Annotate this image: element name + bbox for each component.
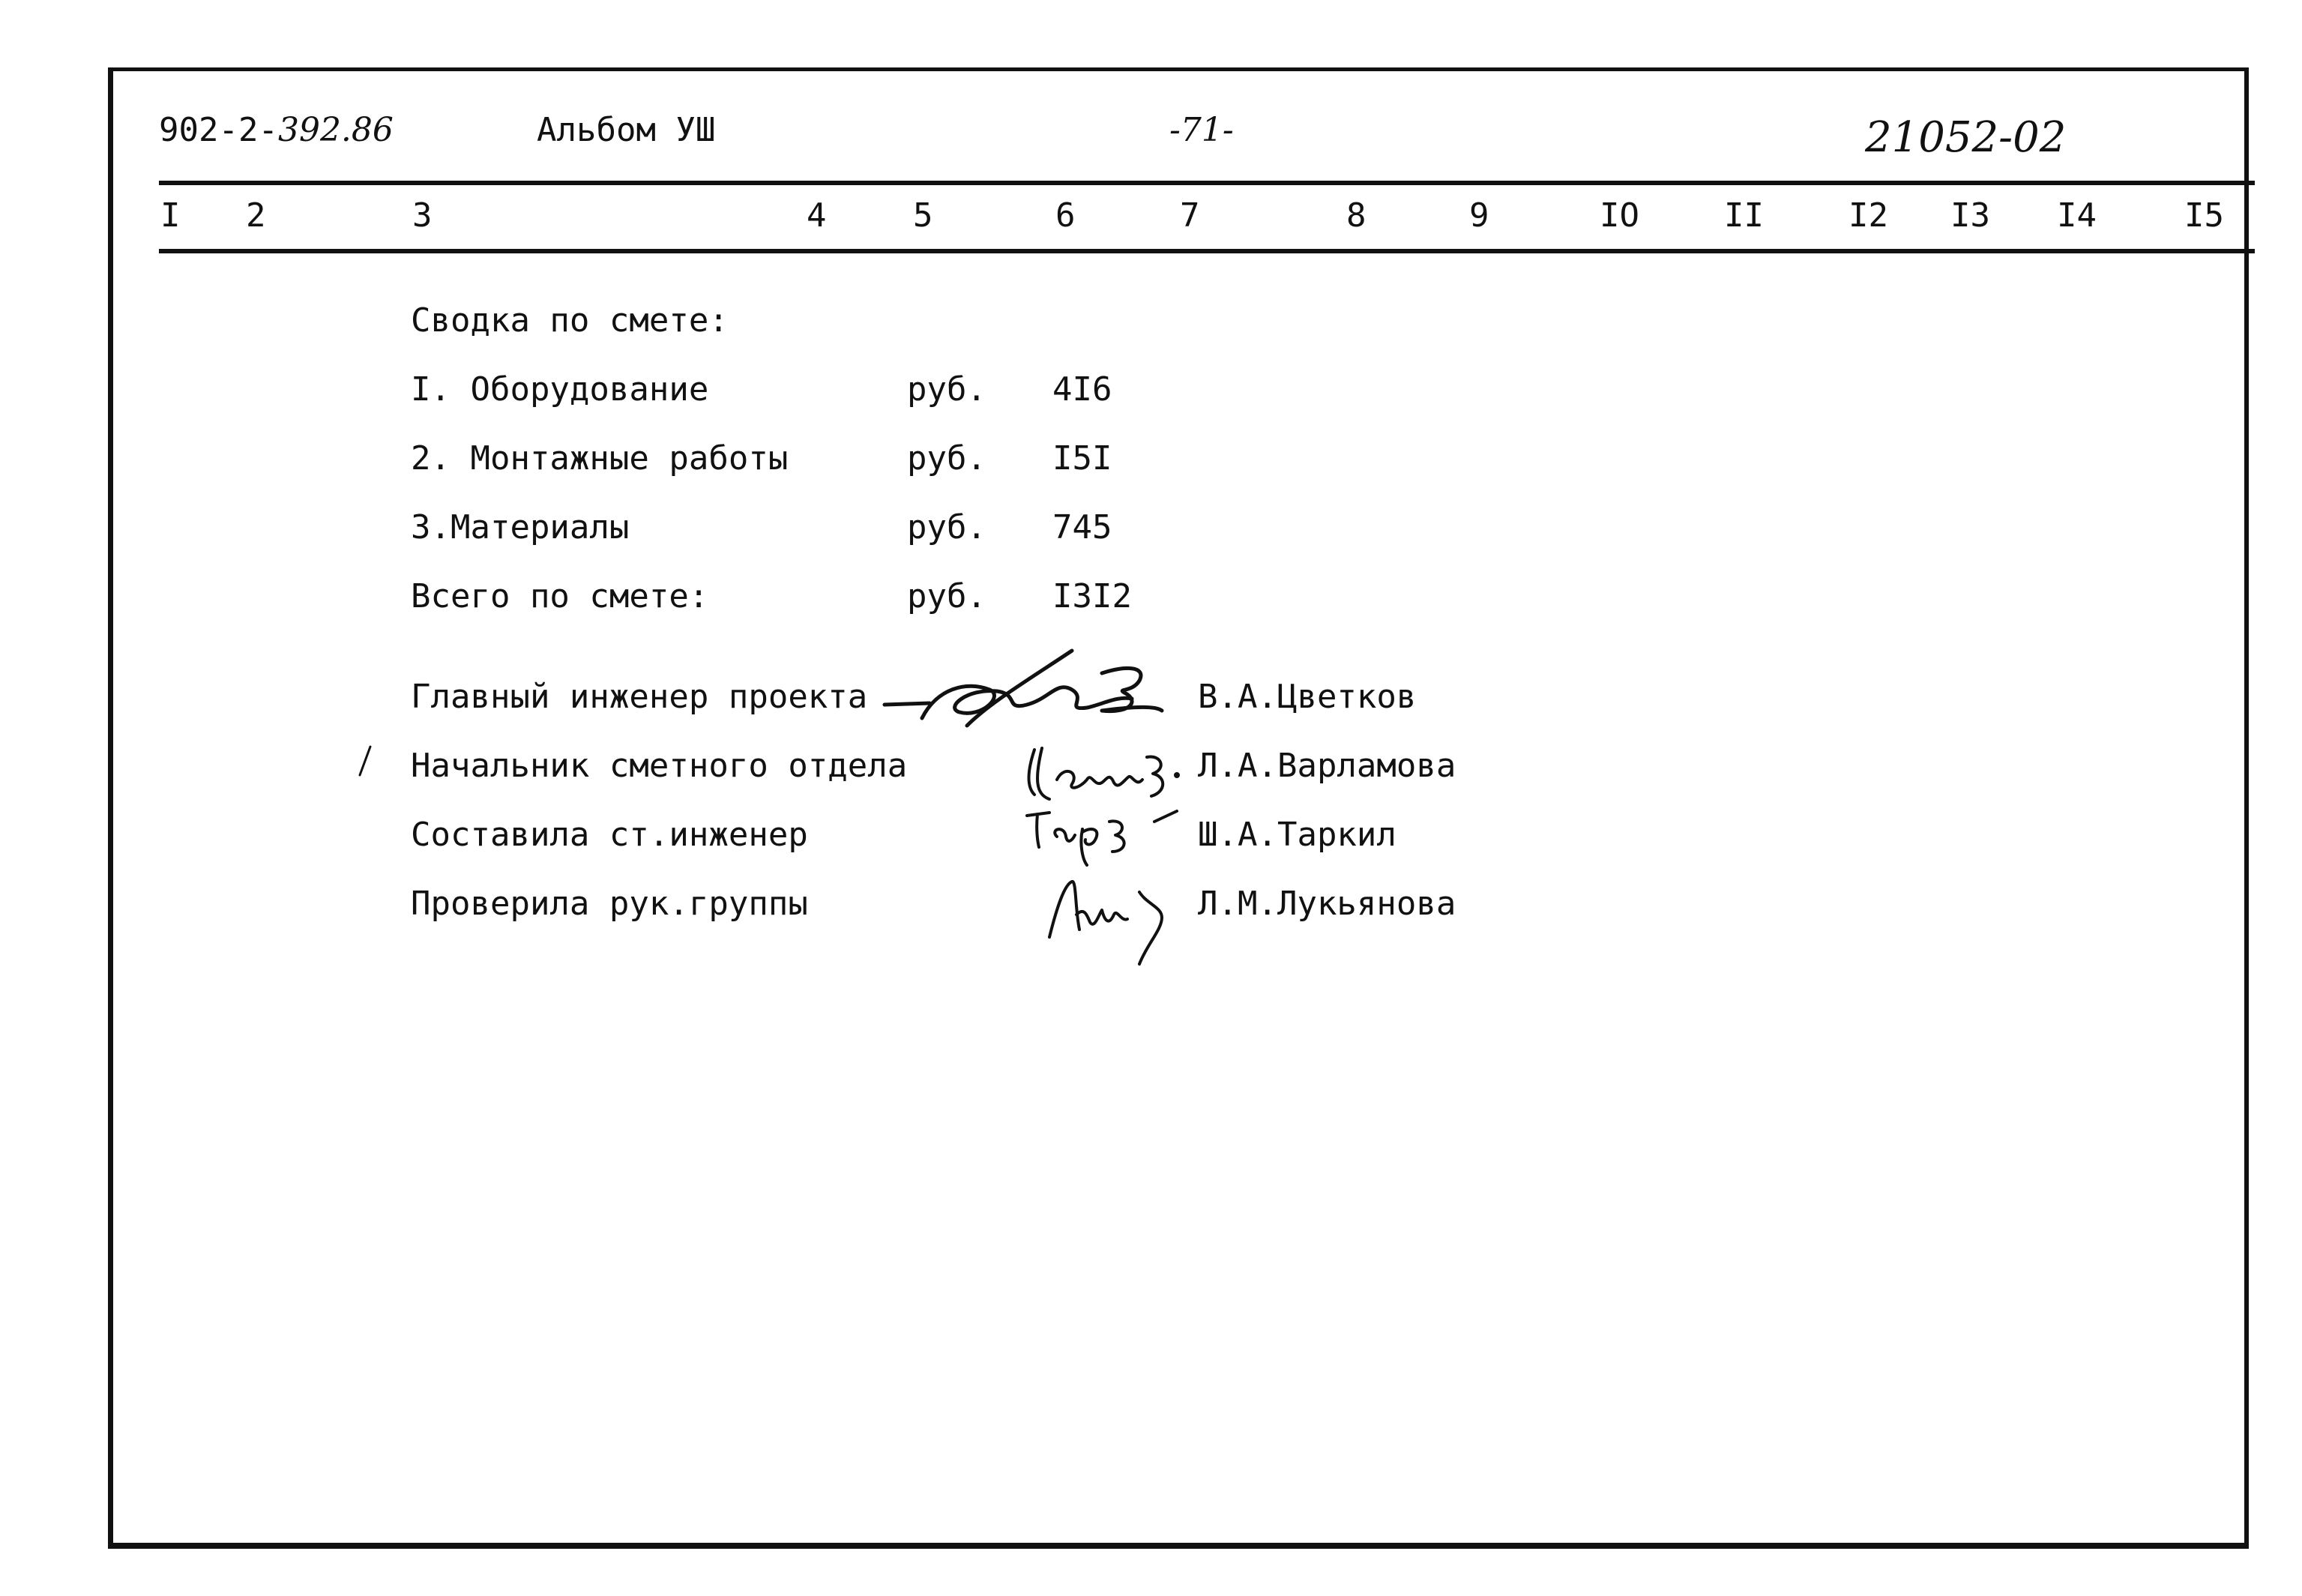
album-label: Альбом УШ — [537, 111, 716, 149]
header-rule — [159, 181, 2255, 185]
summary-row-label: I. Оборудование — [411, 370, 709, 409]
column-number: I5 — [2184, 196, 2224, 235]
signature-chief-engineer — [877, 636, 1192, 733]
summary-row-unit: руб. — [907, 439, 986, 478]
signatory-role: Составила ст.инженер — [411, 816, 808, 854]
column-rule — [159, 249, 2255, 253]
column-number: 3 — [412, 196, 433, 235]
doc-number: 21052-02 — [1865, 113, 2067, 162]
column-number: 6 — [1055, 196, 1076, 235]
summary-total-unit: руб. — [907, 577, 986, 615]
page-number: -71- — [1169, 111, 1234, 149]
doc-code — [159, 111, 394, 149]
signatory-role: Проверила рук.группы — [411, 885, 808, 923]
column-number: 7 — [1180, 196, 1200, 235]
summary-row-label: 3.Материалы — [411, 508, 630, 546]
summary-row-label: 2. Монтажные работы — [411, 439, 789, 478]
column-number: I4 — [2057, 196, 2097, 235]
column-number: 8 — [1346, 196, 1367, 235]
doc-code-handwritten: 392.86 — [277, 111, 394, 149]
signature-checker — [1034, 862, 1199, 967]
summary-total-label: Всего по смете: — [411, 577, 709, 615]
column-number: I — [160, 196, 181, 235]
signatory-name: Л.А.Варламова — [1198, 747, 1456, 785]
signatory-name: Л.М.Лукьянова — [1198, 885, 1456, 923]
summary-row-unit: руб. — [907, 508, 986, 546]
signature-compiler — [1019, 799, 1199, 867]
column-number: 5 — [913, 196, 933, 235]
doc-code-prefix: 902-2- — [159, 111, 278, 149]
signatory-name: Ш.А.Таркил — [1198, 816, 1396, 854]
column-number: I2 — [1848, 196, 1888, 235]
summary-total-value: I3I2 — [1052, 577, 1132, 615]
summary-row-value: 4I6 — [1052, 370, 1112, 409]
summary-row-value: I5I — [1052, 439, 1112, 478]
signature-head-estimate — [1019, 727, 1192, 810]
signatory-role: Начальник сметного отдела — [411, 747, 908, 785]
summary-row-value: 745 — [1052, 508, 1112, 546]
summary-row-unit: руб. — [907, 370, 986, 409]
column-number: I3 — [1950, 196, 1990, 235]
signatory-role: Главный инженер проекта — [411, 678, 868, 716]
column-number: 9 — [1469, 196, 1489, 235]
signatory-name: В.А.Цветков — [1198, 678, 1417, 716]
column-number: II — [1724, 196, 1764, 235]
summary-title: Сводка по смете: — [411, 301, 729, 340]
column-number: 2 — [246, 196, 266, 235]
margin-pen-mark — [349, 742, 379, 780]
column-number: IO — [1600, 196, 1639, 235]
column-number: 4 — [807, 196, 827, 235]
